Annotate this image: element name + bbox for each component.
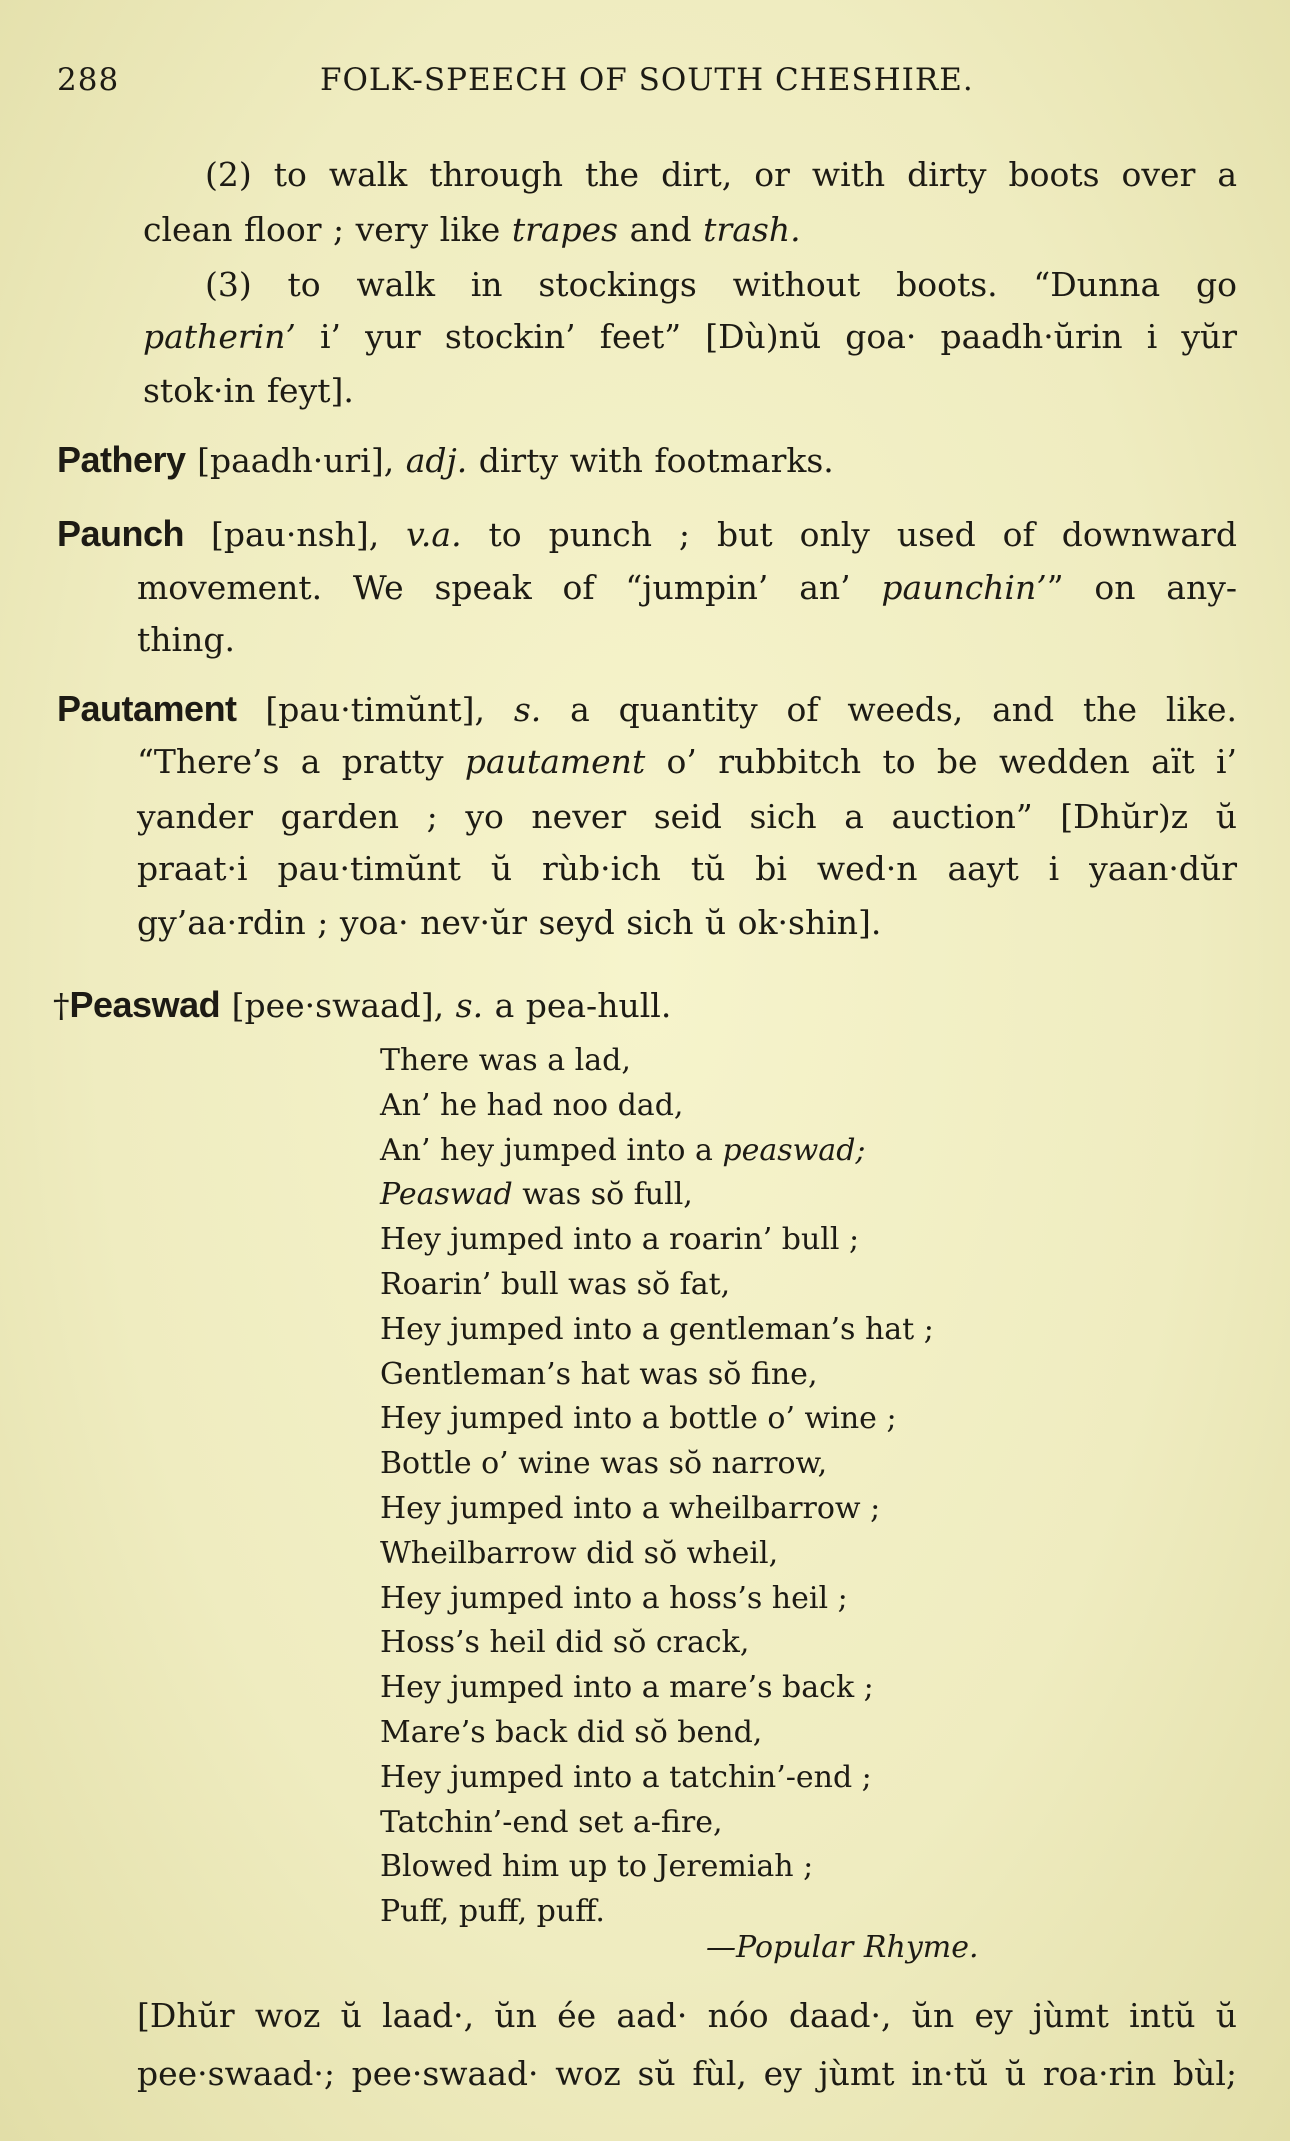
text-span: Hey jumped into a gentleman’s hat ; [380, 1311, 934, 1347]
text-span: There was a lad, [380, 1043, 631, 1078]
text-line [137, 742, 1237, 782]
text-line [380, 1668, 874, 1708]
text-span: praat·i pau·timŭnt ŭ rùb·ich tŭ bi wed·n aayt i yaan·dŭr [137, 849, 1237, 888]
text-span: Hey jumped into a hoss’s heil ; [380, 1580, 848, 1616]
text-span: Blowed him up to Jeremiah ; [380, 1849, 814, 1885]
text-line [53, 985, 671, 1026]
text-span: Tatchin’-end set a-fire, [380, 1804, 723, 1840]
text-line [143, 371, 354, 411]
headword: Peaswad [69, 984, 221, 1025]
text-span: [paadh·uri], [185, 441, 406, 480]
poem-attribution: —Popular Rhyme. [706, 1930, 979, 1965]
text-span: † [53, 986, 70, 1025]
text-span: gy’aa·rdin ; yoa· nev·ŭr seyd sich ŭ ok·shin]. [137, 903, 882, 942]
italic-text: trapes [511, 210, 619, 249]
text-span: movement. We speak of “jumpin’ an’ [137, 568, 882, 607]
text-span: Hey jumped into a bottle o’ wine ; [380, 1401, 897, 1437]
text-line [380, 1579, 848, 1619]
text-span: (2) to walk through the dirt, or with dirty boots over a [205, 155, 1237, 194]
text-line [137, 797, 1237, 837]
italic-text: Peaswad [380, 1177, 513, 1213]
text-span: was sŏ full, [512, 1177, 693, 1213]
page-number: 288 [57, 62, 120, 98]
italic-text: s. [455, 986, 484, 1025]
text-span: pee·swaad·; pee·swaad· woz sŭ fùl, ey jùmt in·tŭ ŭ roa·rin bùl; [137, 2054, 1237, 2093]
text-span: An’ hey jumped into a [380, 1132, 723, 1168]
text-span: yander garden ; yo never seid sich a auction” [Dhŭr)z ŭ [137, 797, 1237, 836]
text-line [380, 1355, 817, 1395]
text-line [380, 1534, 778, 1574]
text-span: Mare’s back did sŏ bend, [380, 1715, 763, 1750]
text-line [57, 440, 834, 481]
text-line [380, 1892, 605, 1932]
italic-text: patherin’ [143, 317, 296, 356]
text-span: [pau·nsh], [184, 515, 407, 554]
italic-text: paunchin’ [881, 568, 1047, 607]
text-line [143, 317, 1237, 357]
text-line [380, 1444, 827, 1484]
text-line [380, 1310, 934, 1350]
italic-text: trash. [703, 210, 801, 249]
text-line [380, 1175, 693, 1215]
text-span: stok·in feyt]. [143, 371, 354, 410]
text-span: [pau·timŭnt], [236, 690, 514, 729]
italic-text: peaswad; [722, 1132, 866, 1168]
text-span: “There’s a pratty [137, 742, 465, 781]
text-line [380, 1131, 866, 1171]
text-span: Gentleman’s hat was sŏ fine, [380, 1356, 818, 1392]
text-line [380, 1399, 897, 1439]
text-span: Hey jumped into a tatchin’-end ; [380, 1759, 872, 1795]
text-span: Roarin’ bull was sŏ fat, [380, 1267, 731, 1302]
text-line [143, 210, 801, 250]
running-title: FOLK-SPEECH OF SOUTH CHESHIRE. [320, 62, 974, 98]
text-span: i’ yur stockin’ feet” [Dù)nŭ goa· paadh·ŭrin i yŭr [295, 317, 1237, 356]
text-line [380, 1713, 762, 1753]
text-line [57, 514, 1237, 555]
text-span: dirty with footmarks. [467, 441, 834, 480]
italic-text: adj. [405, 441, 468, 480]
text-span: An’ he had noo dad, [380, 1087, 684, 1123]
text-line [380, 1086, 683, 1126]
text-span: Hey jumped into a roarin’ bull ; [380, 1222, 860, 1258]
text-span: Hoss’s heil did sŏ crack, [380, 1625, 750, 1661]
text-line [137, 620, 235, 660]
text-span: Bottle o’ wine was sŏ narrow, [380, 1446, 828, 1482]
text-span: [Dhŭr woz ŭ laad·, ŭn ée aad· nóo daad·, ŭn ey jùmt intŭ ŭ [137, 1996, 1237, 2035]
text-line [205, 155, 1237, 195]
text-line [137, 849, 1237, 889]
italic-text: s. [513, 690, 542, 729]
text-line [137, 903, 881, 943]
headword: Pathery [57, 439, 186, 480]
italic-text: v.a. [406, 515, 462, 554]
text-line [380, 1847, 813, 1887]
text-span: a quantity of weeds, and the like. [541, 690, 1237, 729]
text-line [380, 1265, 730, 1305]
text-span: (3) to walk in stockings without boots. “Dunna go [205, 265, 1237, 304]
text-span: a pea-hull. [483, 986, 672, 1025]
text-line [137, 568, 1237, 608]
headword: Pautament [57, 688, 237, 729]
text-line [137, 2054, 1237, 2094]
text-span: Hey jumped into a mare’s back ; [380, 1670, 874, 1706]
text-span: clean floor ; very like [143, 210, 512, 249]
text-span: to punch ; but only used of downward [461, 515, 1238, 554]
text-span: ” on any- [1046, 568, 1237, 607]
text-span: and [618, 210, 704, 249]
italic-text: pautament [464, 742, 646, 781]
text-line [380, 1220, 859, 1260]
text-span: o’ rubbitch to be wedden aït i’ [645, 742, 1237, 781]
text-span: Hey jumped into a wheilbarrow ; [380, 1491, 881, 1526]
headword: Paunch [57, 513, 185, 554]
text-line [380, 1489, 880, 1529]
text-span: thing. [137, 620, 235, 659]
text-span: Wheilbarrow did sŏ wheil, [380, 1535, 779, 1571]
text-line [380, 1758, 872, 1798]
text-span: [pee·swaad], [220, 986, 456, 1025]
text-line [380, 1803, 723, 1843]
text-span: Puff, puff, puff. [380, 1894, 605, 1930]
text-line [137, 1996, 1237, 2036]
text-line [205, 265, 1237, 305]
text-line [57, 689, 1237, 730]
text-line [380, 1041, 631, 1081]
text-line [380, 1623, 749, 1663]
